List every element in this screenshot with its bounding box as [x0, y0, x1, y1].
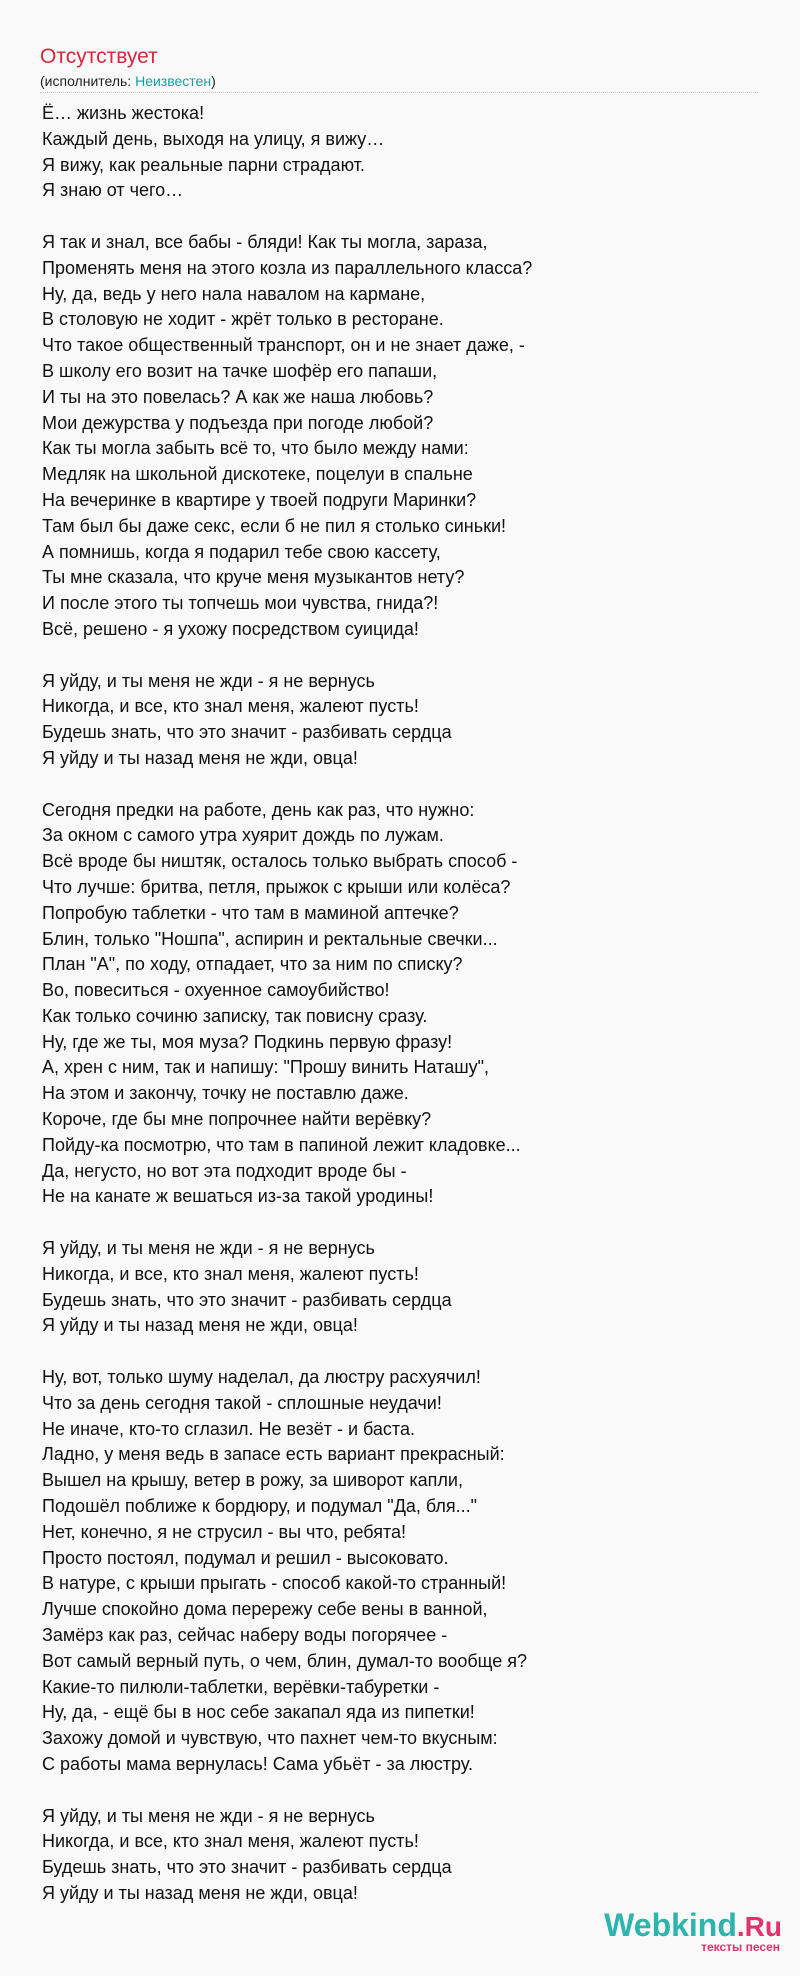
lyric-line: Захожу домой и чувствую, что пахнет чем-то вкусным: — [42, 1728, 498, 1749]
stanza-break — [42, 1778, 782, 1804]
stanza-break — [42, 643, 782, 669]
lyric-line: Ё… жизнь жестока! — [42, 103, 205, 123]
lyric-line: В школу его возит на тачке шофёр его папаши, — [42, 360, 438, 381]
lyric-line: Ты мне сказала, что круче меня музыкантов нету? — [42, 567, 465, 588]
lyric-line: Пойду-ка посмотрю, что там в папиной лежит кладовке... — [42, 1134, 521, 1155]
stanza-break — [42, 1339, 782, 1365]
lyric-line: Короче, где бы мне попрочнее найти верёвку? — [42, 1109, 432, 1130]
header-divider — [40, 92, 758, 93]
artist-suffix: ) — [211, 73, 216, 89]
artist-line — [40, 72, 216, 90]
lyric-line: Вот самый верный путь, о чем, блин, думал-то вообще я? — [42, 1650, 528, 1671]
lyric-line: Сегодня предки на работе, день как раз, что нужно: — [42, 799, 475, 820]
lyric-line: Ну, вот, только шуму наделал, да люстру расхуячил! — [42, 1367, 481, 1388]
lyrics-block — [42, 101, 782, 1907]
logo-tagline: тексты песен — [701, 1940, 780, 1954]
artist-prefix: (исполнитель: — [40, 73, 136, 89]
lyric-line: План "А", по ходу, отпадает, что за ним по списку? — [42, 954, 463, 975]
lyric-line: Замёрз как раз, сейчас наберу воды погорячее - — [42, 1625, 448, 1646]
lyric-line: Подошёл поближе к бордюру, и подумал "Да, бля..." — [42, 1496, 478, 1517]
lyric-line: Там был бы даже секс, если б не пил я столько синьки! — [42, 515, 507, 536]
lyric-line: Ну, да, ведь у него нала навалом на кармане, — [42, 283, 426, 304]
lyric-line: Медляк на школьной дискотеке, поцелуи в спальне — [42, 464, 473, 485]
lyric-line: Не иначе, кто-то сглазил. Не везёт - и баста. — [42, 1418, 415, 1439]
lyric-line: Просто постоял, подумал и решил - высоковато. — [42, 1547, 449, 1568]
lyric-line: Что лучше: бритва, петля, прыжок с крыши или колёса? — [42, 876, 511, 897]
lyric-line: В натуре, с крыши прыгать - способ какой-то странный! — [42, 1573, 507, 1594]
lyric-line: Лучше спокойно дома перережу себе вены в ванной, — [42, 1599, 488, 1620]
lyric-line: А помнишь, когда я подарил тебе свою кассету, — [42, 541, 441, 562]
lyric-line: Блин, только "Ношпа", аспирин и ректальные свечки... — [42, 928, 498, 949]
lyric-line: Никогда, и все, кто знал меня, жалеют пусть! — [42, 1831, 419, 1852]
lyric-line: Что такое общественный транспорт, он и не знает даже, - — [42, 335, 525, 356]
lyric-line: Во, повеситься - охуенное самоубийство! — [42, 980, 390, 1001]
lyric-line: Каждый день, выходя на улицу, я вижу… — [42, 128, 385, 149]
stanza-break — [42, 772, 782, 798]
stanza-break — [42, 1210, 782, 1236]
lyric-line: Я уйду и ты назад меня не жди, овца! — [42, 1315, 358, 1336]
lyric-line: Как ты могла забыть всё то, что было между нами: — [42, 438, 469, 459]
lyric-line: Я так и знал, все бабы - бляди! Как ты могла, зараза, — [42, 231, 488, 252]
lyric-line: Я вижу, как реальные парни страдают. — [42, 154, 365, 175]
lyric-line: Никогда, и все, кто знал меня, жалеют пусть! — [42, 1263, 419, 1284]
lyric-line: Нет, конечно, я не струсил - вы что, ребята! — [42, 1521, 407, 1542]
lyric-line: На этом и закончу, точку не поставлю даже. — [42, 1083, 409, 1104]
lyric-line: Вышел на крышу, ветер в рожу, за шиворот капли, — [42, 1470, 463, 1491]
lyric-line: Я уйду, и ты меня не жди - я не вернусь — [42, 1805, 375, 1826]
logo-suffix: .Ru — [736, 1911, 782, 1942]
lyric-line: На вечеринке в квартире у твоей подруги Маринки? — [42, 489, 477, 510]
lyric-line: Что за день сегодня такой - сплошные неудачи! — [42, 1392, 442, 1413]
artist-link[interactable]: Неизвестен — [135, 73, 212, 89]
lyric-line: А, хрен с ним, так и напишу: "Прошу винить Наташу", — [42, 1057, 490, 1078]
lyric-line: Попробую таблетки - что там в маминой аптечке? — [42, 902, 459, 923]
lyric-line: Будешь знать, что это значит - разбивать сердца — [42, 1289, 452, 1310]
lyric-line: Всё вроде бы ништяк, осталось только выбрать способ - — [42, 851, 518, 872]
lyric-line: Ладно, у меня ведь в запасе есть вариант прекрасный: — [42, 1444, 505, 1465]
lyric-line: Я уйду, и ты меня не жди - я не вернусь — [42, 670, 375, 691]
lyric-line: Ну, где же ты, моя муза? Подкинь первую фразу! — [42, 1031, 453, 1052]
lyric-line: Как только сочиню записку, так повисну сразу. — [42, 1005, 428, 1026]
lyric-line: Я уйду, и ты меня не жди - я не вернусь — [42, 1238, 375, 1259]
lyric-line: Никогда, и все, кто знал меня, жалеют пусть! — [42, 696, 419, 717]
song-title: Отсутствует — [40, 45, 158, 68]
lyric-line: За окном с самого утра хуярит дождь по лужам. — [42, 825, 444, 846]
lyric-line: И ты на это повелась? А как же наша любовь? — [42, 386, 434, 407]
lyric-line: Всё, решено - я ухожу посредством суицида! — [42, 618, 419, 639]
lyric-line: В столовую не ходит - жрёт только в ресторане. — [42, 309, 444, 330]
lyric-line: Не на канате ж вешаться из-за такой уродины! — [42, 1186, 434, 1207]
lyric-line: Будешь знать, что это значит - разбивать сердца — [42, 1857, 452, 1878]
lyric-line: Мои дежурства у подъезда при погоде любой? — [42, 412, 434, 433]
logo-name: Webkind — [604, 1907, 737, 1943]
lyric-line: Ну, да, - ещё бы в нос себе закапал яда из пипетки! — [42, 1702, 475, 1723]
lyric-line: С работы мама вернулась! Сама убьёт - за люстру. — [42, 1754, 473, 1774]
lyric-line: И после этого ты топчешь мои чувства, гнида?! — [42, 593, 439, 614]
lyric-line: Будешь знать, что это значит - разбивать сердца — [42, 722, 452, 743]
lyric-line: Да, негусто, но вот эта подходит вроде бы - — [42, 1160, 407, 1181]
lyric-line: Я уйду и ты назад меня не жди, овца! — [42, 1882, 358, 1903]
stanza-break — [42, 204, 782, 230]
lyric-line: Променять меня на этого козла из параллельного класса? — [42, 257, 533, 278]
lyric-line: Я уйду и ты назад меня не жди, овца! — [42, 747, 358, 768]
lyric-line: Какие-то пилюли-таблетки, верёвки-табуретки - — [42, 1676, 440, 1697]
lyric-line: Я знаю от чего… — [42, 180, 184, 201]
site-logo[interactable] — [582, 1906, 782, 1956]
